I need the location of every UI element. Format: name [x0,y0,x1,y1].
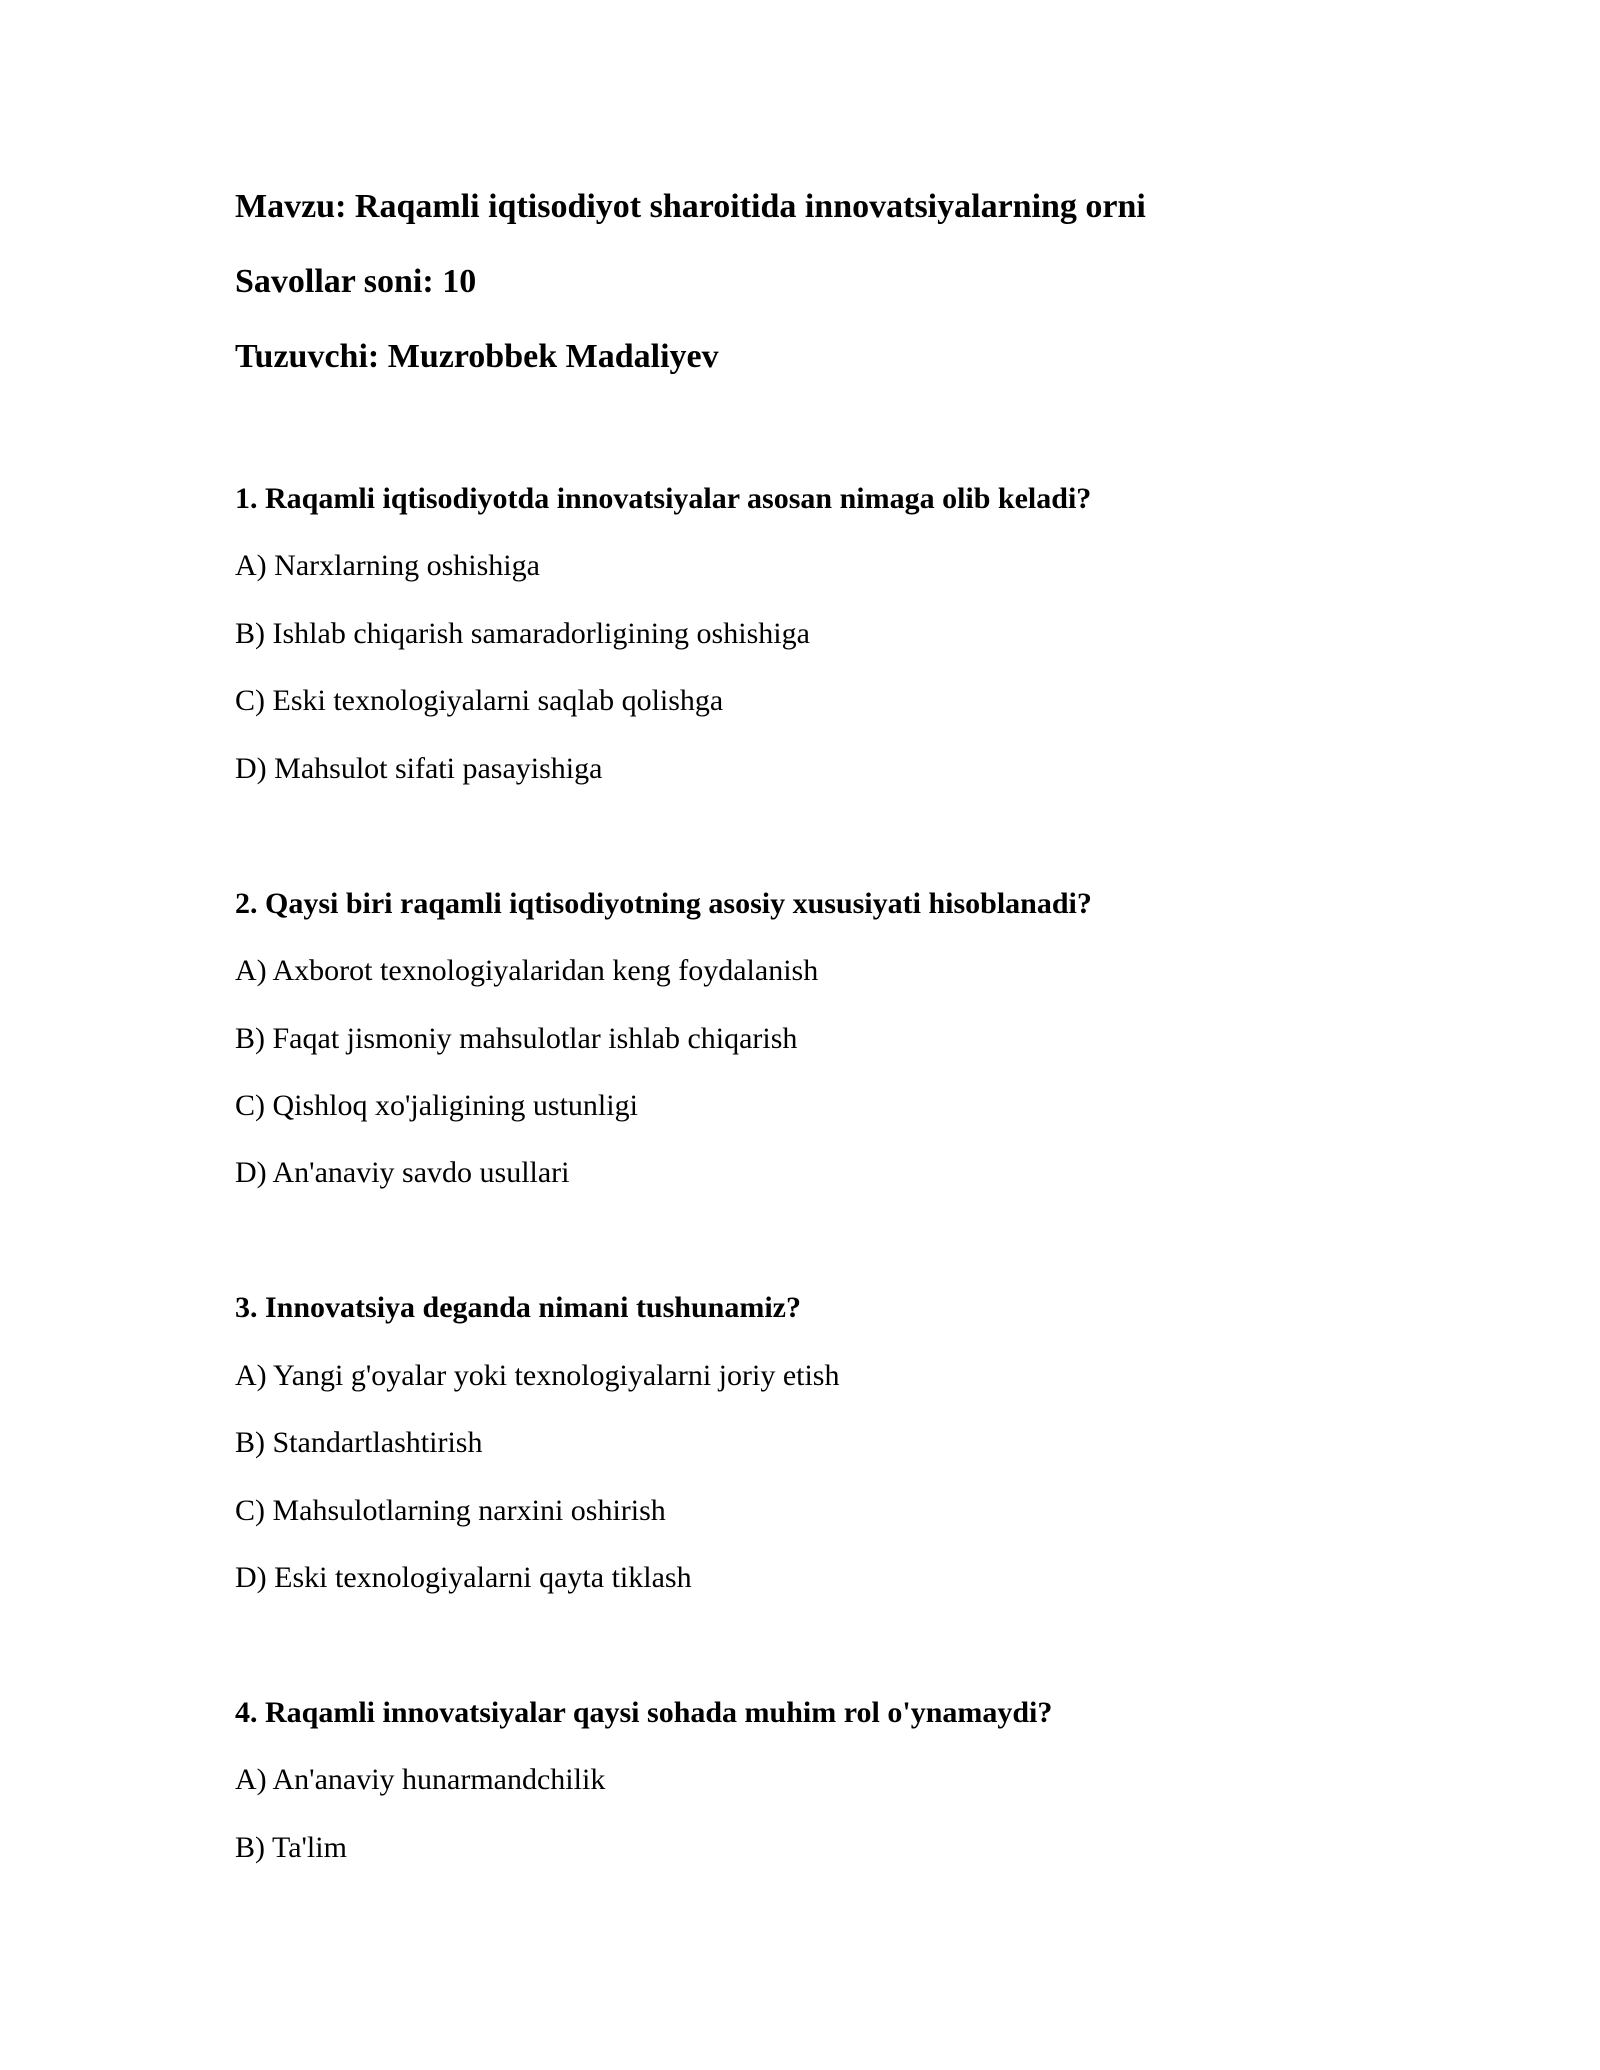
topic-heading: Mavzu: Raqamli iqtisodiyot sharoitida innovatsiyalarning orni [235,188,1146,225]
question-4-option-a: A) An'anaviy hunarmandchilik [235,1763,606,1796]
question-3-option-a: A) Yangi g'oyalar yoki texnologiyalarni joriy etish [235,1359,840,1392]
question-4: 4. Raqamli innovatsiyalar qaysi sohada muhim rol o'ynamaydi? [235,1696,1053,1729]
question-3-option-b: B) Standartlashtirish [235,1426,483,1459]
question-count-heading: Savollar soni: 10 [235,263,477,300]
question-3-option-c: C) Mahsulotlarning narxini oshirish [235,1494,666,1527]
question-3-option-d: D) Eski texnologiyalarni qayta tiklash [235,1561,692,1594]
question-2-option-b: B) Faqat jismoniy mahsulotlar ishlab chiqarish [235,1022,798,1055]
question-2-option-c: C) Qishloq xo'jaligining ustunligi [235,1089,638,1122]
question-4-option-b: B) Ta'lim [235,1831,347,1864]
question-2-option-a: A) Axborot texnologiyalaridan keng foydalanish [235,954,819,987]
author-heading: Tuzuvchi: Muzrobbek Madaliyev [235,338,719,375]
question-2: 2. Qaysi biri raqamli iqtisodiyotning asosiy xususiyati hisoblanadi? [235,887,1092,920]
question-1-option-a: A) Narxlarning oshishiga [235,549,540,582]
question-2-option-d: D) An'anaviy savdo usullari [235,1156,570,1189]
question-1-option-c: C) Eski texnologiyalarni saqlab qolishga [235,684,724,717]
question-3: 3. Innovatsiya deganda nimani tushunamiz? [235,1291,801,1324]
question-1-option-d: D) Mahsulot sifati pasayishiga [235,752,603,785]
question-1-option-b: B) Ishlab chiqarish samaradorligining oshishiga [235,617,810,650]
question-1: 1. Raqamli iqtisodiyotda innovatsiyalar asosan nimaga olib keladi? [235,482,1092,515]
